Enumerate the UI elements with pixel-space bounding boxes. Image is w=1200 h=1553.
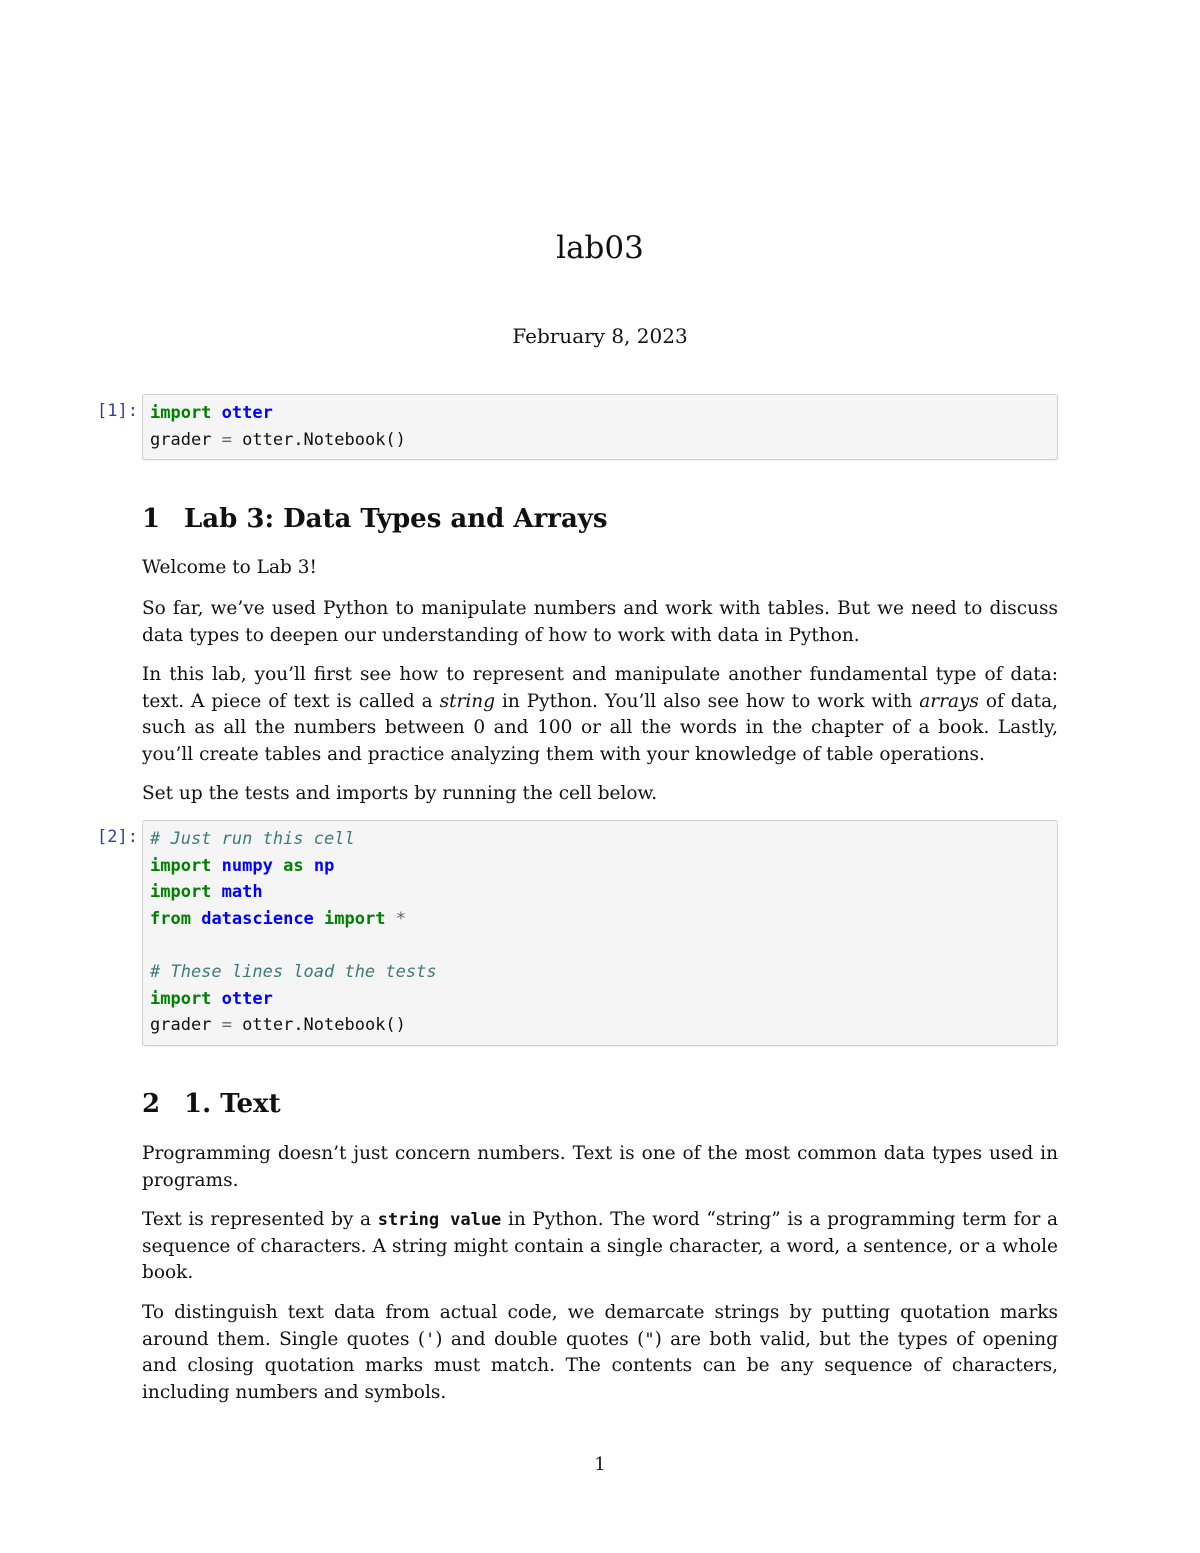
inline-code: string value [377,1210,502,1230]
paragraph-in-this-lab [142,662,1058,768]
code-token: import [150,988,212,1009]
section-heading [142,1087,281,1121]
code-token: numpy [221,855,273,876]
code-token [211,403,221,423]
inline-code: " [644,1329,655,1350]
cell-prompt: [2]: [97,827,138,847]
code-token: = [221,429,232,450]
code-line [150,959,1057,986]
code-token: grader [150,429,222,450]
code-token: otter [221,988,273,1009]
section-number: 1 [142,504,161,534]
code-cell[interactable] [142,394,1058,460]
paragraph-distinguish [142,1300,1058,1406]
emphasis-string: string [439,690,496,712]
inline-code: ' [425,1329,436,1350]
code-token [304,856,314,876]
code-line [150,986,1057,1013]
code-token: from [150,908,191,929]
code-cell[interactable] [142,820,1058,1046]
code-token: grader [150,1015,222,1036]
code-token: otter [221,403,273,423]
code-token: import [324,908,386,929]
paragraph-so-far: So far, we’ve used Python to manipulate numbers and work with tables. But we need to discuss data types to deepen our understanding of how to work with data in Python. [142,598,1058,646]
code-token [211,882,221,902]
text-span: ) and double quotes ( [435,1328,645,1350]
code-token: otter.Notebook() [231,429,406,450]
paragraph-text-representation [142,1207,1058,1287]
code-line [150,906,1057,933]
code-line [150,879,1057,906]
code-token: # Just run this cell [150,829,355,849]
text-span: In this lab, you’ll first see how to represent and manipulate another fundamental type of data: text. A piece of text is called a [142,664,1058,712]
code-token [385,909,395,929]
cell-prompt: [1]: [97,401,138,421]
text-span: in Python. You’ll also see how to work with [495,690,920,712]
code-line [150,853,1057,880]
paragraph-welcome: Welcome to Lab 3! [142,557,317,578]
code-token: np [313,855,335,876]
section-heading [142,502,608,536]
code-token: otter.Notebook() [231,1015,406,1036]
page-title: lab03 [556,230,644,266]
code-token: * [395,908,406,929]
code-token: import [150,403,212,423]
code-token: # These lines load the tests [150,961,437,982]
code-token: import [150,882,212,903]
emphasis-arrays: arrays [919,690,979,712]
code-token: import [150,855,212,876]
paragraph-programming: Programming doesn’t just concern numbers. Text is one of the most common data types used in programs. [142,1143,1058,1191]
code-line [150,826,1057,853]
text-span: To distinguish text data from actual code, we demarcate strings by putting quotation marks around them. Single quotes ( [142,1302,1058,1350]
code-token [211,989,221,1009]
paragraph-set-up: Set up the tests and imports by running the cell below. [142,783,658,804]
page-date: February 8, 2023 [512,324,688,348]
text-span: in Python. The word “string” is a programming term for a sequence of characters. A string might contain a single character, a word, a sentence, or a whole book. [142,1209,1058,1283]
code-token [314,909,324,929]
code-token: = [221,1015,232,1036]
code-token: datascience [201,908,314,929]
code-line [150,400,1057,427]
code-token [191,909,201,929]
text-span: ) are both valid, but the types of opening and closing quotation marks must match. The contents can be any sequence of characters, including numbers and symbols. [142,1328,1058,1403]
code-line [150,1012,1057,1039]
section-title: Lab 3: Data Types and Arrays [184,504,608,534]
section-number: 2 [142,1089,161,1119]
code-token: as [283,855,304,876]
text-span: of data, such as all the numbers between 0 and 100 or all the words in the chapter of a book. Lastly, you’ll create tables and practice analyzing them with your knowledge of table operations. [142,690,1058,765]
code-line [150,427,1057,454]
text-span: Text is represented by a [142,1209,378,1230]
code-line [150,932,1057,959]
code-token [211,856,221,876]
section-title: 1. Text [184,1089,281,1119]
code-token: math [221,882,263,903]
page-number: 1 [594,1454,606,1475]
code-token [273,856,283,876]
